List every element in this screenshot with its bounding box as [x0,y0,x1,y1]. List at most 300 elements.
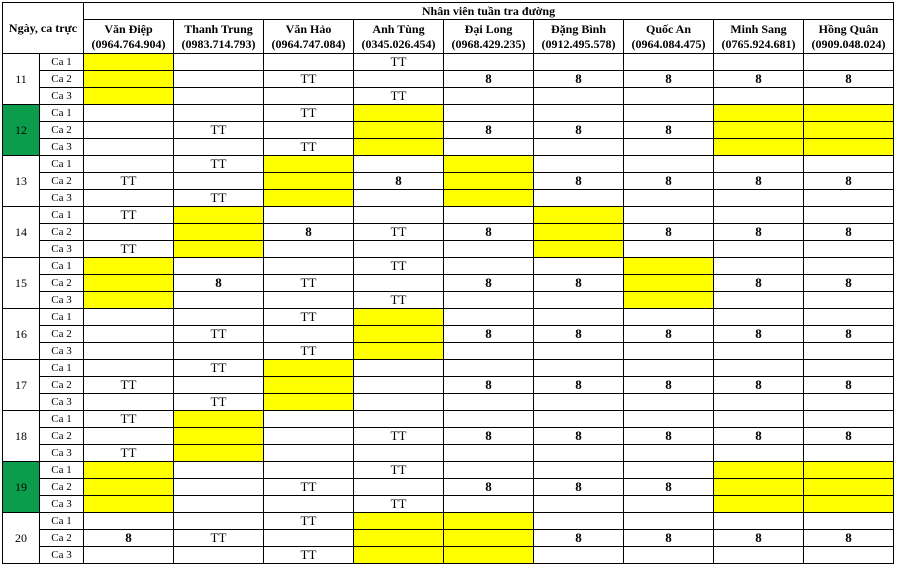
staff-header-cell [84,20,174,54]
schedule-cell [264,207,354,224]
schedule-cell [84,88,174,105]
shift-label: Ca 3 [40,394,84,411]
shift-label: Ca 3 [40,343,84,360]
schedule-cell [264,462,354,479]
schedule-cell [714,496,804,513]
day-cell: 15 [3,258,40,309]
schedule-cell [174,411,264,428]
schedule-cell: 8 [534,173,624,190]
schedule-cell [174,71,264,88]
schedule-cell: TT [264,547,354,564]
staff-header-cell [264,20,354,54]
schedule-cell [84,275,174,292]
schedule-cell [264,292,354,309]
schedule-cell: TT [84,173,174,190]
staff-group-header: Nhân viên tuần tra đường [84,3,894,20]
schedule-cell [444,207,534,224]
staff-name: Đặng Bình [550,21,607,36]
schedule-cell [624,105,714,122]
schedule-cell [714,207,804,224]
schedule-cell [264,394,354,411]
schedule-cell: 8 [534,428,624,445]
schedule-cell [804,513,894,530]
schedule-cell: 8 [534,530,624,547]
schedule-cell [264,326,354,343]
schedule-cell [264,360,354,377]
shift-row [3,173,894,190]
schedule-cell [804,258,894,275]
schedule-cell: 8 [804,377,894,394]
schedule-cell [534,105,624,122]
schedule-cell: TT [174,156,264,173]
shift-label: Ca 3 [40,88,84,105]
schedule-cell: TT [264,275,354,292]
schedule-cell [84,462,174,479]
shift-label: Ca 2 [40,479,84,496]
schedule-cell: TT [354,496,444,513]
schedule-cell [624,292,714,309]
schedule-cell [444,258,534,275]
schedule-cell [264,530,354,547]
schedule-cell [444,496,534,513]
schedule-cell [624,54,714,71]
schedule-cell [714,88,804,105]
shift-label: Ca 2 [40,377,84,394]
schedule-cell [174,241,264,258]
shift-row [3,547,894,564]
shift-label: Ca 1 [40,207,84,224]
day-cell: 19 [3,462,40,513]
schedule-cell [264,377,354,394]
schedule-cell [354,326,444,343]
schedule-cell [354,394,444,411]
schedule-cell [84,326,174,343]
schedule-cell [624,241,714,258]
schedule-cell [444,241,534,258]
schedule-cell: TT [174,122,264,139]
shift-label: Ca 1 [40,258,84,275]
schedule-cell [264,156,354,173]
schedule-cell [534,224,624,241]
staff-phone: (0765.924.681) [721,36,796,51]
schedule-cell [264,258,354,275]
schedule-cell [444,462,534,479]
shift-label: Ca 1 [40,156,84,173]
staff-name: Minh Sang [730,21,787,36]
schedule-cell [174,54,264,71]
schedule-cell: 8 [444,224,534,241]
schedule-cell [354,122,444,139]
schedule-cell [84,139,174,156]
shift-label: Ca 1 [40,105,84,122]
shift-label: Ca 1 [40,309,84,326]
schedule-cell: TT [174,530,264,547]
shift-label: Ca 2 [40,530,84,547]
schedule-cell: 8 [624,428,714,445]
staff-name: Hồng Quân [818,21,879,36]
day-cell: 16 [3,309,40,360]
shift-label: Ca 3 [40,241,84,258]
schedule-cell: TT [174,326,264,343]
schedule-cell: 8 [804,71,894,88]
schedule-cell [174,224,264,241]
schedule-cell: 8 [264,224,354,241]
schedule-cell [534,207,624,224]
staff-phone: (0968.429.235) [451,36,526,51]
schedule-cell [444,309,534,326]
schedule-cell [174,173,264,190]
schedule-cell: TT [84,411,174,428]
schedule-cell [444,105,534,122]
staff-header-cell [444,20,534,54]
schedule-cell: TT [84,445,174,462]
schedule-cell [714,343,804,360]
schedule-cell [354,343,444,360]
schedule-cell [174,496,264,513]
schedule-cell [804,479,894,496]
schedule-cell [534,241,624,258]
schedule-cell: 8 [804,326,894,343]
schedule-cell [84,258,174,275]
schedule-cell [624,258,714,275]
staff-header-cell [534,20,624,54]
staff-header-row [3,20,894,54]
schedule-cell [444,54,534,71]
schedule-cell: TT [84,377,174,394]
schedule-cell: 8 [804,428,894,445]
schedule-cell [174,445,264,462]
schedule-cell [264,496,354,513]
schedule-cell [804,360,894,377]
schedule-cell: TT [84,241,174,258]
schedule-cell [174,292,264,309]
shift-row [3,190,894,207]
schedule-cell: 8 [84,530,174,547]
shift-label: Ca 1 [40,54,84,71]
schedule-cell: 8 [444,479,534,496]
staff-header-cell [714,20,804,54]
schedule-cell [174,547,264,564]
schedule-cell [444,139,534,156]
schedule-cell: 8 [624,479,714,496]
shift-label: Ca 3 [40,292,84,309]
shift-row [3,343,894,360]
schedule-cell: TT [84,207,174,224]
day-shift-header: Ngày, ca trực [3,3,84,54]
schedule-cell: 8 [624,326,714,343]
schedule-cell: 8 [174,275,264,292]
schedule-cell [624,309,714,326]
shift-row [3,292,894,309]
shift-label: Ca 1 [40,411,84,428]
shift-row [3,530,894,547]
schedule-cell: 8 [714,326,804,343]
schedule-cell: TT [354,54,444,71]
schedule-cell: 8 [714,275,804,292]
schedule-cell [804,394,894,411]
schedule-cell [534,258,624,275]
schedule-cell [534,445,624,462]
schedule-cell [264,88,354,105]
schedule-cell [714,513,804,530]
schedule-cell [624,139,714,156]
schedule-cell: 8 [714,428,804,445]
schedule-cell: 8 [444,428,534,445]
schedule-cell [354,513,444,530]
schedule-cell: TT [264,105,354,122]
schedule-cell [84,343,174,360]
schedule-cell: 8 [804,530,894,547]
shift-label: Ca 2 [40,326,84,343]
shift-label: Ca 2 [40,71,84,88]
schedule-cell [804,156,894,173]
schedule-cell [354,360,444,377]
shift-row [3,411,894,428]
schedule-cell [84,513,174,530]
patrol-schedule-table [2,2,894,564]
schedule-cell [804,462,894,479]
schedule-cell [174,309,264,326]
schedule-cell [714,190,804,207]
schedule-cell [84,71,174,88]
schedule-cell [624,360,714,377]
schedule-cell [354,445,444,462]
day-cell: 14 [3,207,40,258]
shift-row [3,275,894,292]
shift-row [3,258,894,275]
shift-label: Ca 2 [40,224,84,241]
shift-label: Ca 3 [40,139,84,156]
schedule-cell: 8 [624,530,714,547]
schedule-cell [354,241,444,258]
schedule-cell [714,479,804,496]
schedule-cell [264,241,354,258]
shift-row [3,377,894,394]
schedule-cell [714,105,804,122]
schedule-cell [534,513,624,530]
schedule-cell: 8 [714,173,804,190]
day-cell: 13 [3,156,40,207]
schedule-cell: 8 [444,377,534,394]
schedule-cell [624,462,714,479]
schedule-cell [534,547,624,564]
schedule-cell: 8 [444,122,534,139]
shift-label: Ca 2 [40,428,84,445]
schedule-cell [354,190,444,207]
schedule-cell: TT [354,428,444,445]
schedule-cell [714,547,804,564]
schedule-cell [354,139,444,156]
schedule-cell: TT [354,462,444,479]
schedule-cell [534,394,624,411]
schedule-cell [444,394,534,411]
staff-header-cell [174,20,264,54]
schedule-cell [84,479,174,496]
schedule-cell: TT [264,479,354,496]
shift-row [3,496,894,513]
schedule-cell: 8 [444,275,534,292]
schedule-cell [804,88,894,105]
staff-phone: (0909.048.024) [811,36,886,51]
staff-header-cell [354,20,444,54]
schedule-cell: 8 [354,173,444,190]
schedule-body [3,54,894,564]
schedule-cell [264,428,354,445]
schedule-cell [174,479,264,496]
table-header [3,3,894,54]
shift-row [3,513,894,530]
schedule-cell: 8 [804,173,894,190]
schedule-cell [714,156,804,173]
schedule-cell [444,190,534,207]
shift-row [3,445,894,462]
shift-row [3,360,894,377]
schedule-cell: 8 [714,224,804,241]
schedule-cell [714,462,804,479]
shift-row [3,462,894,479]
staff-phone: (0983.714.793) [181,36,256,51]
schedule-cell [624,513,714,530]
shift-row [3,88,894,105]
schedule-cell [84,156,174,173]
staff-name: Văn Hảo [285,21,332,36]
schedule-cell: 8 [714,71,804,88]
schedule-cell: 8 [714,377,804,394]
schedule-cell [174,258,264,275]
schedule-cell [84,105,174,122]
schedule-cell: 8 [444,71,534,88]
staff-name: Thanh Trung [184,21,253,36]
day-cell: 12 [3,105,40,156]
schedule-cell [534,190,624,207]
day-cell: 17 [3,360,40,411]
schedule-cell [174,207,264,224]
shift-label: Ca 2 [40,122,84,139]
day-cell: 20 [3,513,40,564]
shift-row [3,326,894,343]
shift-row [3,309,894,326]
schedule-cell [354,547,444,564]
schedule-cell [264,411,354,428]
schedule-cell [84,428,174,445]
staff-phone: (0964.084.475) [631,36,706,51]
schedule-cell [624,411,714,428]
shift-label: Ca 3 [40,496,84,513]
schedule-cell [264,173,354,190]
schedule-cell [444,547,534,564]
schedule-cell [804,343,894,360]
schedule-cell [804,241,894,258]
schedule-cell [804,496,894,513]
schedule-cell [534,462,624,479]
shift-row [3,394,894,411]
schedule-cell [804,411,894,428]
schedule-cell: 8 [444,326,534,343]
schedule-cell [84,190,174,207]
schedule-cell [84,496,174,513]
schedule-cell [534,309,624,326]
schedule-cell [444,156,534,173]
schedule-cell [624,343,714,360]
shift-label: Ca 3 [40,547,84,564]
schedule-cell [84,547,174,564]
day-cell: 18 [3,411,40,462]
schedule-cell [174,462,264,479]
schedule-cell [354,479,444,496]
schedule-cell: 8 [624,173,714,190]
schedule-cell [534,88,624,105]
schedule-cell [534,496,624,513]
staff-name: Đại Long [464,21,513,36]
shift-row [3,428,894,445]
shift-row [3,224,894,241]
schedule-cell [714,309,804,326]
schedule-cell [534,292,624,309]
schedule-cell [264,54,354,71]
shift-row [3,54,894,71]
schedule-cell [84,394,174,411]
staff-phone: (0345.026.454) [361,36,436,51]
schedule-cell [444,411,534,428]
staff-phone: (0964.747.084) [271,36,346,51]
schedule-cell [354,71,444,88]
shift-label: Ca 3 [40,190,84,207]
schedule-cell [624,88,714,105]
shift-label: Ca 1 [40,360,84,377]
schedule-cell [84,309,174,326]
schedule-cell [444,513,534,530]
schedule-cell [534,139,624,156]
shift-label: Ca 1 [40,513,84,530]
schedule-cell: TT [264,513,354,530]
schedule-cell: TT [354,292,444,309]
schedule-cell [714,394,804,411]
shift-label: Ca 2 [40,173,84,190]
schedule-cell: 8 [534,377,624,394]
schedule-cell [714,445,804,462]
schedule-cell [624,445,714,462]
schedule-cell [714,241,804,258]
schedule-cell: 8 [534,275,624,292]
schedule-cell: 8 [624,122,714,139]
schedule-cell [354,105,444,122]
shift-label: Ca 1 [40,462,84,479]
schedule-cell: 8 [624,377,714,394]
schedule-cell [84,292,174,309]
schedule-cell: 8 [534,71,624,88]
schedule-cell: TT [354,258,444,275]
schedule-cell: TT [354,88,444,105]
staff-phone: (0964.764.904) [91,36,166,51]
schedule-cell [714,360,804,377]
shift-row [3,479,894,496]
schedule-cell [174,139,264,156]
schedule-cell [804,190,894,207]
shift-label: Ca 2 [40,275,84,292]
schedule-cell [174,88,264,105]
schedule-cell [84,224,174,241]
shift-row [3,71,894,88]
schedule-cell [84,122,174,139]
schedule-cell [624,496,714,513]
schedule-cell [84,360,174,377]
staff-name: Quốc An [645,21,691,36]
schedule-cell [354,156,444,173]
schedule-cell [804,547,894,564]
schedule-cell [354,530,444,547]
schedule-cell [804,54,894,71]
staff-phone: (0912.495.578) [541,36,616,51]
